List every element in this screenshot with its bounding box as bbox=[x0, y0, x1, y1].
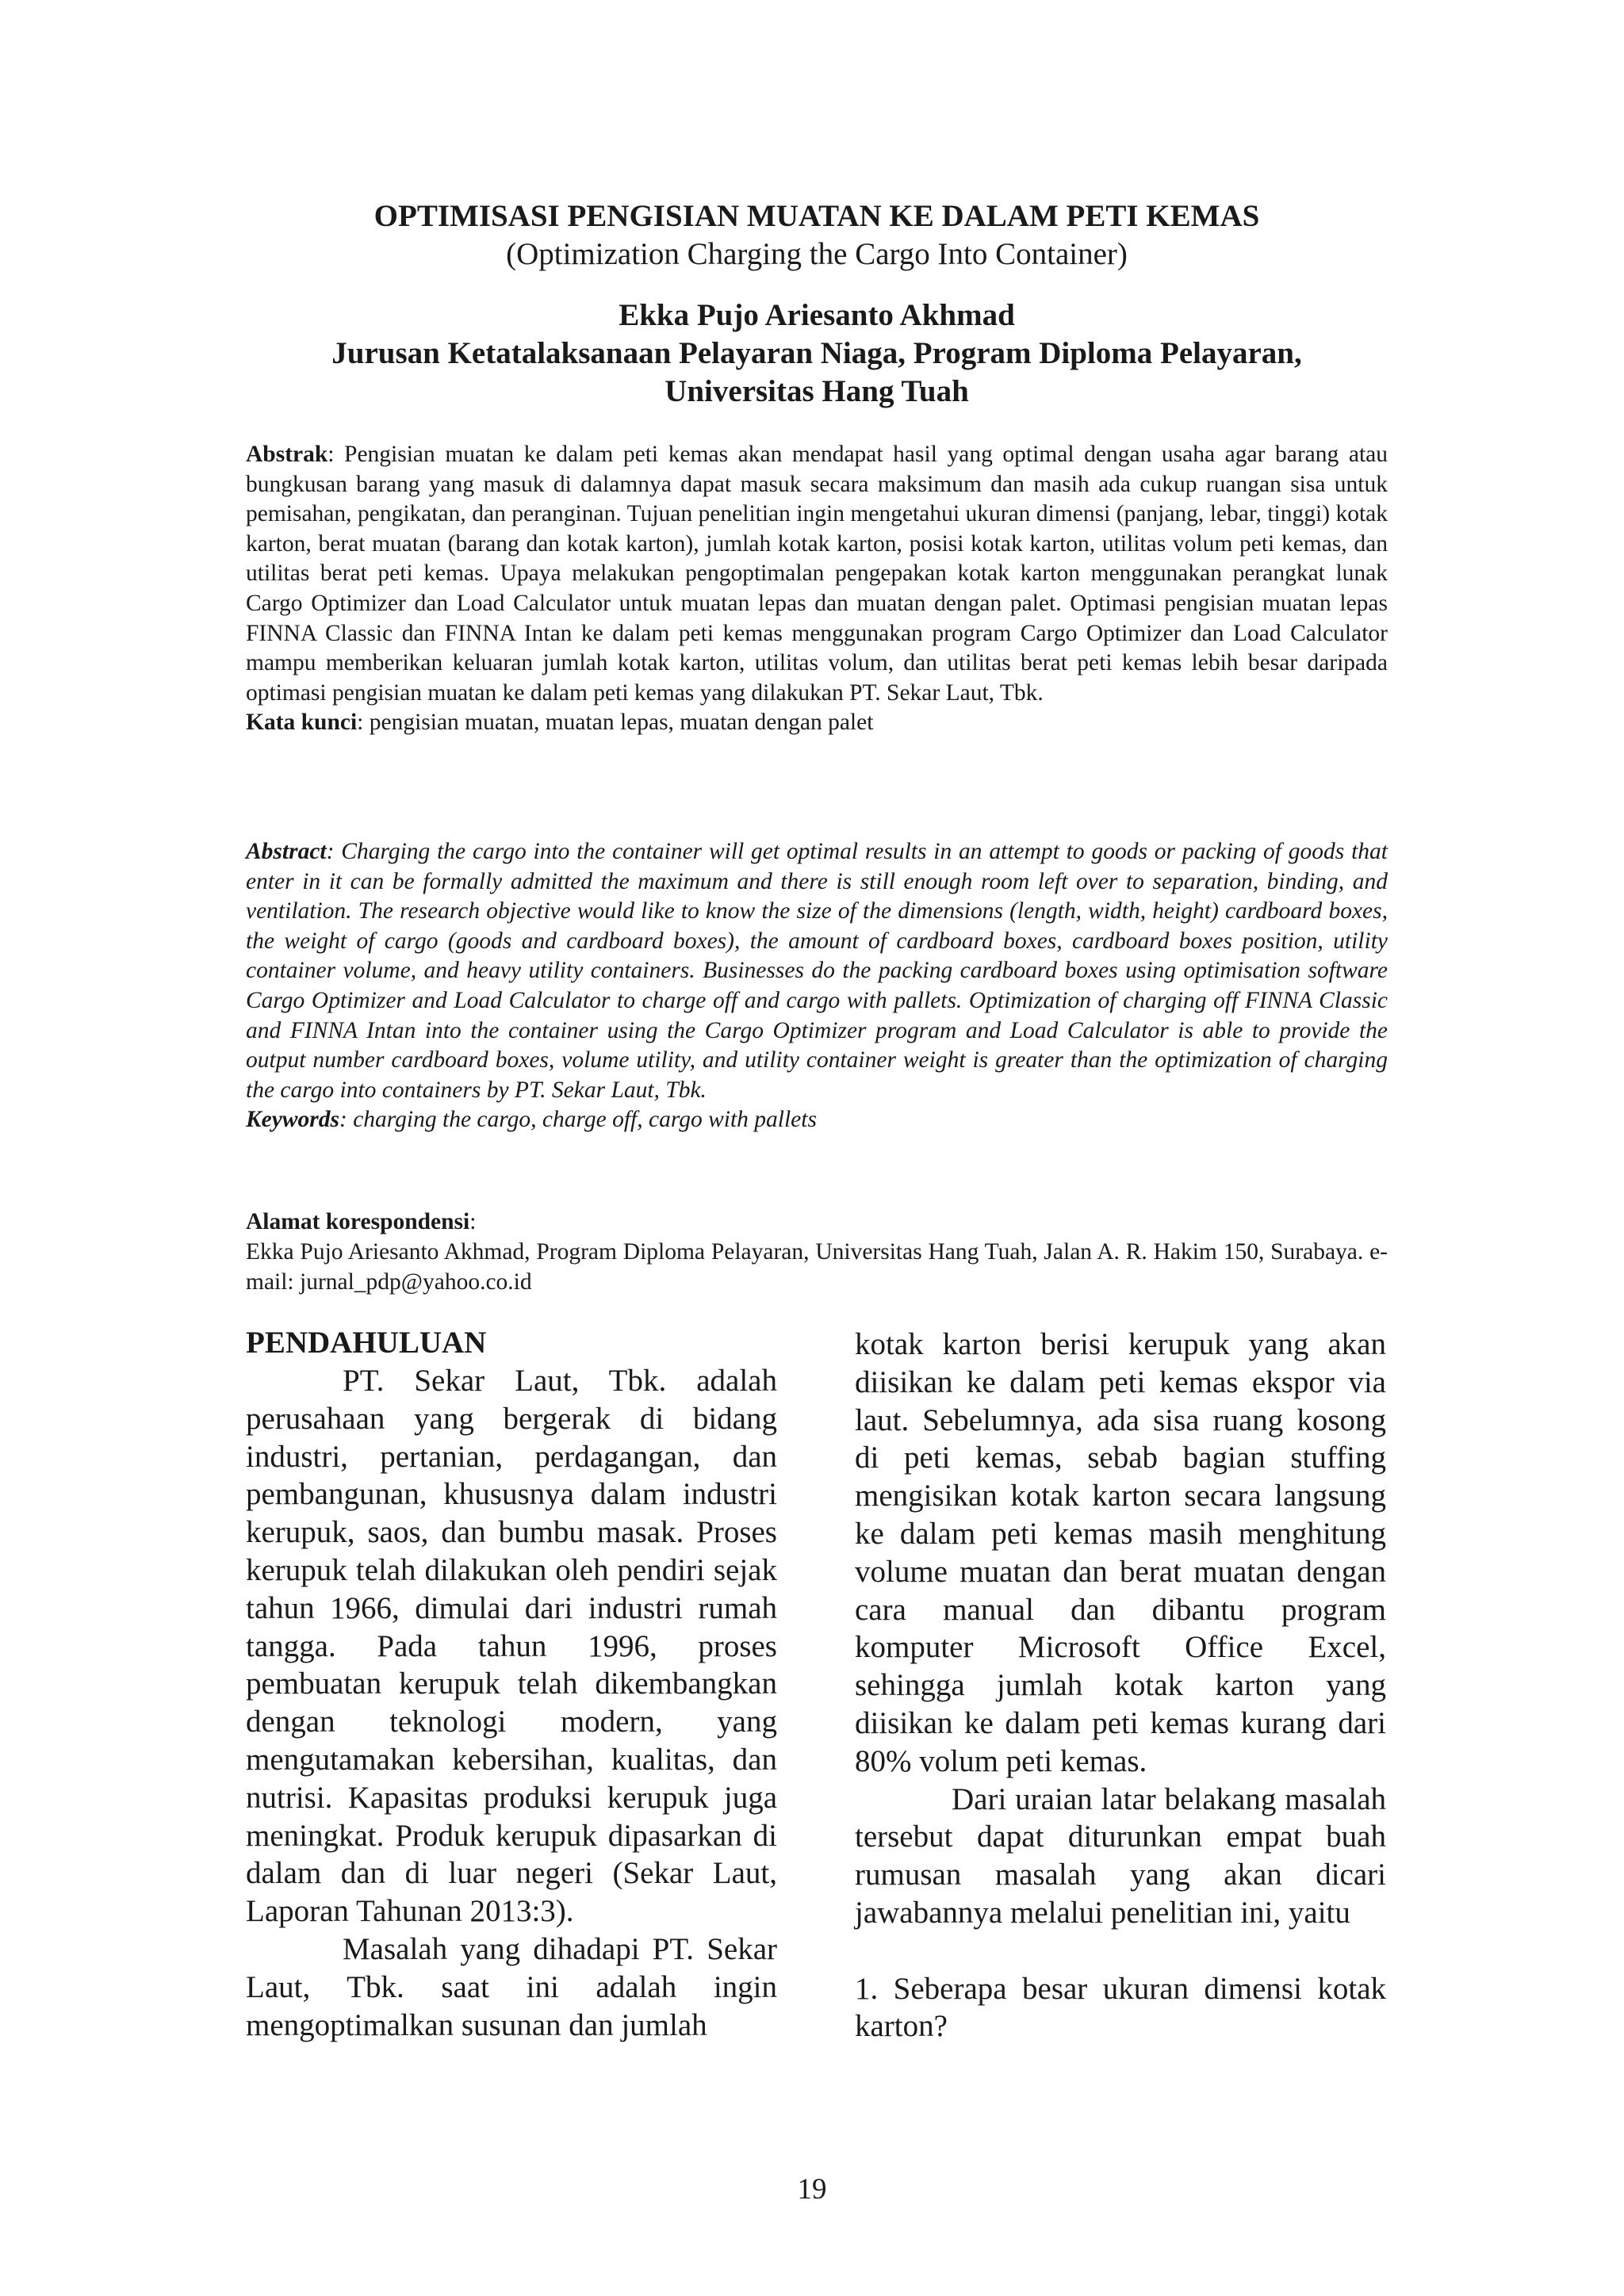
keywords-label: Keywords bbox=[246, 1107, 339, 1133]
kata-kunci-line bbox=[246, 708, 1388, 738]
section-heading: PENDAHULUAN bbox=[246, 1326, 487, 1360]
abstrak-label: Abstrak bbox=[246, 442, 328, 467]
abstract-text: : Charging the cargo into the container will get optimal results in an attempt to goods or packing of goods that enter in it can be formally admitted the maximum and there is still enough room left over to separation, binding, and ventilation. The research objective would like to know the size of the dimensions (length, width, height) cardboard boxes, the weight of cargo (goods and cardboard boxes), the amount of cardboard boxes, cardboard boxes position, utility container volume, and heavy utility containers. Businesses do the packing cardboard boxes using optimisation software Cargo Optimizer and Load Calculator to charge off and cargo with pallets. Optimization of charging off FINNA Classic and FINNA Intan into the container using the Cargo Optimizer program and Load Calculator is able to provide the output number cardboard boxes, volume utility, and utility container weight is greater than the optimization of charging the cargo into containers by PT. Sekar Laut, Tbk. bbox=[246, 839, 1388, 1103]
affiliation-line-2: Universitas Hang Tuah bbox=[665, 374, 969, 408]
body-paragraph: Dari uraian latar belakang masalah tersebut dapat diturunkan empat buah rumusan masalah yang akan dicari jawabannya melalui penelitian ini, yaitu bbox=[855, 1781, 1386, 1930]
affiliation-line-1: Jurusan Ketatalaksanaan Pelayaran Niaga, Program Diploma Pelayaran, bbox=[331, 336, 1302, 370]
correspondence-colon: : bbox=[469, 1209, 477, 1234]
correspondence-label: Alamat korespondensi bbox=[246, 1209, 470, 1234]
paper-title: OPTIMISASI PENGISIAN MUATAN KE DALAM PETI KEMAS bbox=[373, 199, 1260, 233]
body-paragraph: kotak karton berisi kerupuk yang akan diisikan ke dalam peti kemas ekspor via laut. Sebelumnya, ada sisa ruang kosong di peti kemas, sebab bagian stuffing mengisikan kotak karton secara langsung ke dalam peti kemas masih menghitung volume muatan dan berat muatan dengan cara manual dan dibantu program komputer Microsoft Office Excel, sehingga jumlah kotak karton yang diisikan ke dalam peti kemas kurang dari 80% volum peti kemas. bbox=[855, 1327, 1386, 1778]
author-block bbox=[246, 297, 1388, 411]
kata-kunci-text: : pengisian muatan, muatan lepas, muatan dengan palet bbox=[357, 710, 874, 736]
abstract-section bbox=[246, 837, 1388, 1135]
keywords-line bbox=[246, 1105, 1388, 1135]
body-paragraph: Masalah yang dihadapi PT. Sekar Laut, Tbk. saat ini adalah ingin mengoptimalkan susunan dan jumlah bbox=[246, 1931, 777, 2042]
kata-kunci-label: Kata kunci bbox=[246, 710, 358, 736]
correspondence-heading bbox=[246, 1207, 1388, 1237]
body-column-right bbox=[855, 1326, 1386, 2045]
list-item: 1. Seberapa besar ukuran dimensi kotak karton? bbox=[855, 1971, 1386, 2044]
abstract-paragraph bbox=[246, 837, 1388, 1105]
paper-subtitle: (Optimization Charging the Cargo Into Container) bbox=[506, 237, 1128, 271]
abstrak-section bbox=[246, 440, 1388, 738]
page-number: 19 bbox=[797, 2173, 827, 2206]
abstrak-paragraph bbox=[246, 440, 1388, 708]
author-name: Ekka Pujo Ariesanto Akhmad bbox=[619, 298, 1015, 332]
body-column-left bbox=[246, 1324, 777, 2044]
correspondence-text: Ekka Pujo Ariesanto Akhmad, Program Diploma Pelayaran, Universitas Hang Tuah, Jalan A. R. Hakim 150, Surabaya. e-mail: jurnal_pdp@yahoo.co.id bbox=[246, 1239, 1388, 1295]
abstrak-text: : Pengisian muatan ke dalam peti kemas akan mendapat hasil yang optimal dengan usaha agar barang atau bungkusan barang yang masuk di dalamnya dapat masuk secara maksimum dan masih ada cukup ruangan sisa untuk pemisahan, pengikatan, dan peranginan. Tujuan penelitian ingin mengetahui ukuran dimensi (panjang, lebar, tinggi) kotak karton, berat muatan (barang dan kotak karton), jumlah kotak karton, posisi kotak karton, utilitas volum peti kemas, dan utilitas berat peti kemas. Upaya melakukan pengoptimalan pengepakan kotak karton menggunakan perangkat lunak Cargo Optimizer dan Load Calculator untuk muatan lepas dan muatan dengan palet. Optimasi pengisian muatan lepas FINNA Classic dan FINNA Intan ke dalam peti kemas menggunakan program Cargo Optimizer dan Load Calculator mampu memberikan keluaran jumlah kotak karton, utilitas volum, dan utilitas berat peti kemas lebih besar daripada optimasi pengisian muatan ke dalam peti kemas yang dilakukan PT. Sekar Laut, Tbk. bbox=[246, 442, 1388, 706]
title-block bbox=[246, 198, 1388, 411]
paragraph-gap bbox=[855, 1932, 1386, 1970]
keywords-text: : charging the cargo, charge off, cargo with pallets bbox=[339, 1107, 817, 1133]
abstract-label: Abstract bbox=[246, 839, 327, 864]
correspondence-section bbox=[246, 1207, 1388, 1297]
body-paragraph: PT. Sekar Laut, Tbk. adalah perusahaan yang bergerak di bidang industri, pertanian, perdagangan, dan pembangunan, khususnya dalam industri kerupuk, saos, dan bumbu masak. Proses kerupuk telah dilakukan oleh pendiri sejak tahun 1966, dimulai dari industri rumah tangga. Pada tahun 1996, proses pembuatan kerupuk telah dikembangkan dengan teknologi modern, yang mengutamakan kebersihan, kualitas, dan nutrisi. Kapasitas produksi kerupuk juga meningkat. Produk kerupuk dipasarkan di dalam dan di luar negeri (Sekar Laut, Laporan Tahunan 2013:3). bbox=[246, 1364, 777, 1929]
